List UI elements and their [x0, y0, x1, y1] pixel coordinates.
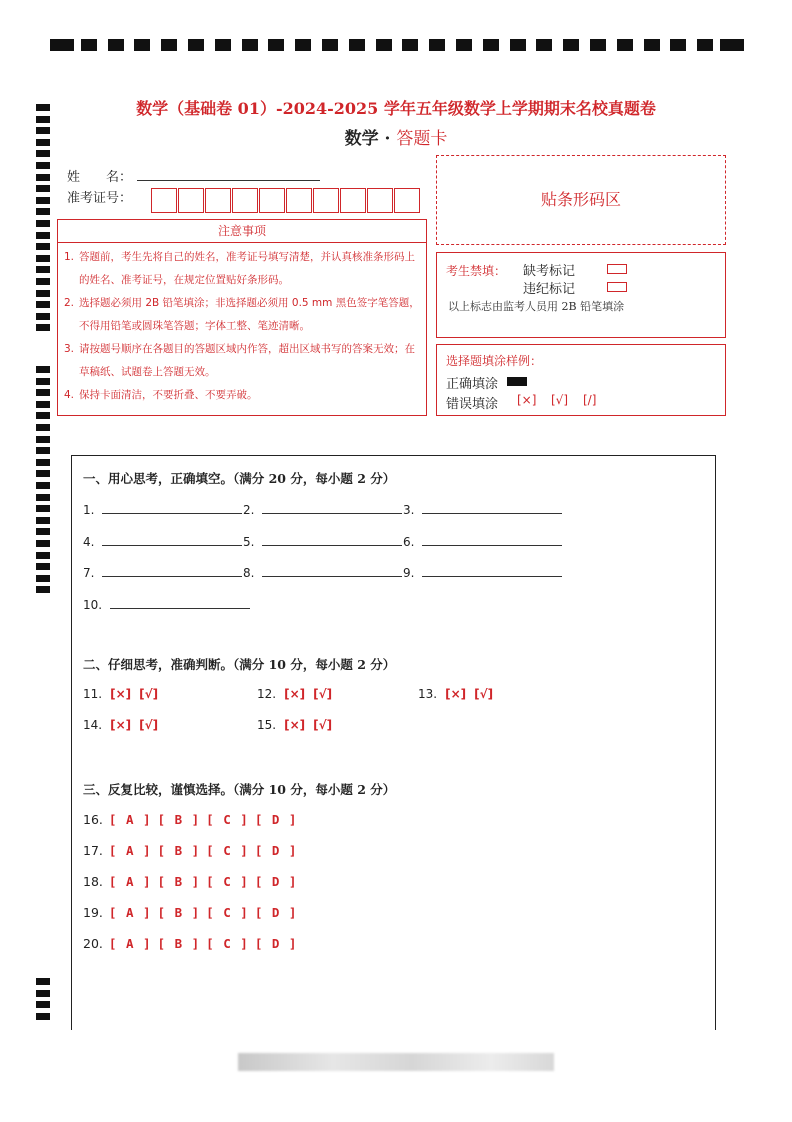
timing-mark: [36, 162, 50, 169]
timing-mark: [36, 220, 50, 227]
option-false[interactable]: [×]: [110, 687, 132, 701]
timing-mark: [215, 39, 231, 51]
question-number: 11.: [83, 687, 103, 701]
question-number: 16.: [83, 812, 103, 827]
timing-mark: [429, 39, 445, 51]
notice-item-text: 请按题号顺序在各题目的答题区域内作答，超出区域书写的答案无效；在草稿纸、试题卷上答题无效。: [79, 343, 415, 378]
wrong-mark-check: [√]: [551, 393, 569, 407]
timing-mark: [36, 459, 50, 466]
id-label: 准考证号：: [67, 191, 133, 206]
question-number: 13.: [418, 687, 438, 701]
choice-option-d[interactable]: [ D ]: [254, 874, 298, 889]
question-number: 14.: [83, 718, 103, 732]
timing-mark: [36, 313, 50, 320]
timing-mark: [36, 482, 50, 489]
timing-mark: [36, 366, 50, 373]
violation-mark-label: 违纪标记: [523, 282, 576, 297]
id-digit-box[interactable]: [286, 188, 312, 213]
timing-mark: [36, 552, 50, 559]
id-digit-box[interactable]: [340, 188, 366, 213]
option-true[interactable]: [√]: [139, 687, 159, 701]
timing-mark: [36, 278, 50, 285]
timing-mark: [36, 301, 50, 308]
id-digit-box[interactable]: [151, 188, 177, 213]
option-true[interactable]: [√]: [313, 687, 333, 701]
wrong-fill-label: 错误填涂: [446, 397, 499, 412]
choice-item: [83, 905, 297, 920]
page-title: 数学（基础卷 01）-2024-2025 学年五年级数学上学期期末名校真题卷: [136, 99, 656, 118]
timing-mark: [161, 39, 177, 51]
option-false[interactable]: [×]: [445, 687, 467, 701]
option-false[interactable]: [×]: [110, 718, 132, 732]
id-digit-box[interactable]: [232, 188, 258, 213]
id-digit-box[interactable]: [367, 188, 393, 213]
question-number: 15.: [257, 718, 277, 732]
question-number: 19.: [83, 905, 103, 920]
blank-item: [403, 565, 562, 580]
forbidden-label: 考生禁填：: [446, 264, 507, 278]
timing-mark: [644, 39, 660, 51]
option-false[interactable]: [×]: [284, 687, 306, 701]
timing-mark: [36, 324, 50, 331]
choice-option-a[interactable]: [ A ]: [108, 936, 152, 951]
barcode-area: [436, 155, 726, 245]
answer-blank[interactable]: [102, 565, 242, 577]
timing-mark: [483, 39, 499, 51]
timing-mark: [36, 1013, 50, 1020]
judgement-item: [257, 687, 332, 701]
timing-mark: [242, 39, 258, 51]
blank-item: [243, 502, 402, 517]
barcode-label: 贴条形码区: [540, 190, 621, 209]
option-false[interactable]: [×]: [284, 718, 306, 732]
question-number: 2.: [243, 503, 255, 517]
timing-mark: [456, 39, 472, 51]
correct-fill-label: 正确填涂: [446, 377, 499, 392]
choice-option-b[interactable]: [ B ]: [157, 843, 201, 858]
notice-item-number: 4.: [64, 389, 75, 401]
notice-item-number: 3.: [64, 343, 75, 355]
timing-mark: [36, 150, 50, 157]
answer-blank[interactable]: [422, 502, 562, 514]
timing-mark: [36, 290, 50, 297]
question-number: 3.: [403, 503, 415, 517]
choice-option-c[interactable]: [ C ]: [206, 812, 249, 827]
timing-mark: [510, 39, 526, 51]
answer-blank[interactable]: [262, 565, 402, 577]
notice-item-text: 选择题必须用 2B 铅笔填涂；非选择题必须用 0.5 mm 黑色签字笔答题，不得用铅笔或圆珠笔答题；字体工整、笔迹清晰。: [79, 297, 420, 332]
id-digit-box[interactable]: [259, 188, 285, 213]
question-number: 4.: [83, 534, 95, 549]
timing-mark: [36, 197, 50, 204]
wrong-mark-slash: [/]: [583, 393, 597, 407]
id-number-boxes[interactable]: [151, 188, 421, 212]
timing-mark: [36, 528, 50, 535]
forbidden-box: [436, 252, 726, 338]
choice-option-c[interactable]: [ C ]: [206, 874, 249, 889]
answer-blank[interactable]: [262, 502, 402, 514]
absent-mark-box[interactable]: [607, 264, 627, 274]
timing-mark: [36, 389, 50, 396]
timing-mark: [36, 470, 50, 477]
timing-mark: [36, 540, 50, 547]
timing-mark: [36, 266, 50, 273]
timing-mark: [36, 243, 50, 250]
timing-mark: [50, 39, 74, 51]
timing-mark: [36, 424, 50, 431]
timing-mark: [36, 436, 50, 443]
choice-option-b[interactable]: [ B ]: [157, 874, 201, 889]
option-true[interactable]: [√]: [139, 718, 159, 732]
blank-item: [243, 534, 402, 549]
id-digit-box[interactable]: [313, 188, 339, 213]
timing-mark: [268, 39, 284, 51]
timing-mark: [134, 39, 150, 51]
question-number: 7.: [83, 566, 95, 580]
timing-marks-top: [50, 39, 744, 51]
choice-option-d[interactable]: [ D ]: [254, 843, 298, 858]
choice-option-d[interactable]: [ D ]: [254, 812, 298, 827]
notice-item: [64, 292, 420, 338]
question-number: 8.: [243, 566, 255, 580]
forbidden-note: 以上标志由监考人员用 2B 铅笔填涂: [448, 300, 625, 313]
timing-mark: [376, 39, 392, 51]
option-true[interactable]: [√]: [474, 687, 494, 701]
blank-item: [83, 534, 242, 549]
timing-mark: [402, 39, 418, 51]
timing-mark: [720, 39, 744, 51]
blank-item: [403, 534, 562, 549]
answer-blank[interactable]: [422, 565, 562, 577]
id-digit-box[interactable]: [205, 188, 231, 213]
timing-mark: [36, 517, 50, 524]
timing-mark: [617, 39, 633, 51]
notice-item: [64, 384, 420, 407]
choice-option-c[interactable]: [ C ]: [206, 843, 249, 858]
blank-item: [83, 597, 250, 612]
blank-item: [83, 565, 242, 580]
section2-title: 二、仔细思考，准确判断。（满分 10 分，每小题 2 分）: [83, 657, 396, 672]
blank-item: [83, 502, 242, 517]
timing-mark: [36, 412, 50, 419]
question-number: 5.: [243, 534, 255, 549]
timing-mark: [108, 39, 124, 51]
name-field[interactable]: [137, 180, 320, 181]
timing-mark: [563, 39, 579, 51]
timing-mark: [322, 39, 338, 51]
judgement-item: [257, 718, 332, 732]
blank-item: [403, 502, 562, 517]
timing-mark: [36, 505, 50, 512]
question-number: 10.: [83, 597, 103, 612]
choice-item: [83, 874, 297, 889]
timing-mark: [36, 447, 50, 454]
notice-item: [64, 338, 420, 384]
answer-blank[interactable]: [262, 534, 402, 546]
timing-mark: [81, 39, 97, 51]
section3-title: 三、反复比较，谨慎选择。（满分 10 分，每小题 2 分）: [83, 782, 396, 797]
choice-item: [83, 843, 297, 858]
choice-option-b[interactable]: [ B ]: [157, 936, 201, 951]
choice-option-d[interactable]: [ D ]: [254, 936, 298, 951]
choice-item: [83, 812, 297, 827]
notice-box: [57, 219, 427, 416]
timing-mark: [36, 494, 50, 501]
timing-mark: [36, 185, 50, 192]
choice-option-a[interactable]: [ A ]: [108, 812, 152, 827]
judgement-item: [418, 687, 493, 701]
question-number: 17.: [83, 843, 103, 858]
choice-option-a[interactable]: [ A ]: [108, 905, 152, 920]
timing-mark: [36, 255, 50, 262]
timing-mark: [36, 990, 50, 997]
correct-fill-example: [507, 377, 527, 386]
choice-option-a[interactable]: [ A ]: [108, 843, 152, 858]
notice-item-number: 1.: [64, 251, 75, 263]
choice-option-b[interactable]: [ B ]: [157, 905, 201, 920]
wrong-mark-x: [×]: [517, 393, 537, 407]
notice-items: [58, 243, 426, 407]
timing-mark: [349, 39, 365, 51]
choice-option-c[interactable]: [ C ]: [206, 936, 249, 951]
timing-mark: [36, 978, 50, 985]
question-number: 9.: [403, 566, 415, 580]
timing-mark: [36, 575, 50, 582]
id-digit-box[interactable]: [178, 188, 204, 213]
question-number: 1.: [83, 503, 95, 517]
notice-heading: 注意事项: [58, 220, 426, 243]
subtitle-main: 数学 ·: [344, 129, 397, 149]
timing-mark: [36, 174, 50, 181]
fill-sample-box: [436, 344, 726, 416]
timing-mark: [670, 39, 686, 51]
choice-option-b[interactable]: [ B ]: [157, 812, 201, 827]
answer-blank[interactable]: [110, 597, 250, 609]
timing-mark: [36, 586, 50, 593]
choice-option-a[interactable]: [ A ]: [108, 874, 152, 889]
answer-blank[interactable]: [102, 502, 242, 514]
timing-mark: [36, 208, 50, 215]
question-number: 20.: [83, 936, 103, 951]
question-number: 6.: [403, 534, 415, 549]
judgement-item: [83, 687, 158, 701]
blurred-footer: [238, 1053, 554, 1071]
notice-item-text: 保持卡面清洁，不要折叠、不要弄破。: [79, 389, 258, 401]
timing-mark: [36, 1001, 50, 1008]
judgement-item: [83, 718, 158, 732]
choice-item: [83, 936, 297, 951]
question-number: 12.: [257, 687, 277, 701]
answer-area: [71, 455, 716, 1030]
question-number: 18.: [83, 874, 103, 889]
choice-option-d[interactable]: [ D ]: [254, 905, 298, 920]
absent-mark-label: 缺考标记: [523, 264, 576, 279]
id-digit-box[interactable]: [394, 188, 420, 213]
timing-mark: [697, 39, 713, 51]
violation-mark-box[interactable]: [607, 282, 627, 292]
timing-mark: [590, 39, 606, 51]
subtitle-red: 答题卡: [396, 129, 448, 149]
option-true[interactable]: [√]: [313, 718, 333, 732]
timing-mark: [295, 39, 311, 51]
answer-blank[interactable]: [422, 534, 562, 546]
answer-blank[interactable]: [102, 534, 242, 546]
notice-item: [64, 246, 420, 292]
notice-item-text: 答题前，考生先将自己的姓名，准考证号填写清楚，并认真核准条形码上的姓名、准考证号，在规定位置贴好条形码。: [79, 251, 415, 286]
notice-item-number: 2.: [64, 297, 75, 309]
page-subtitle: [0, 124, 792, 149]
section1-title: 一、用心思考，正确填空。（满分 20 分，每小题 2 分）: [83, 471, 396, 486]
blank-item: [243, 565, 402, 580]
sample-heading: 选择题填涂样例：: [446, 354, 543, 368]
name-label: 姓 名：: [67, 170, 133, 185]
timing-mark: [36, 378, 50, 385]
timing-mark: [536, 39, 552, 51]
timing-mark: [36, 232, 50, 239]
timing-mark: [36, 401, 50, 408]
timing-mark: [36, 563, 50, 570]
timing-mark: [188, 39, 204, 51]
choice-option-c[interactable]: [ C ]: [206, 905, 249, 920]
